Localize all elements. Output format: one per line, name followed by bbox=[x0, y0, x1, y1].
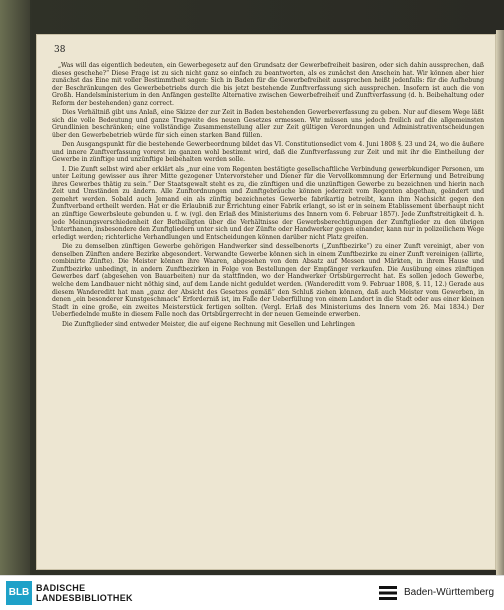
footer-bar bbox=[0, 575, 504, 610]
paragraph: „Was will das eigentlich bedeuten, ein Gewerbegesetz auf den Grundsatz der Gewerbefreiheit basiren, oder sich dahin aussprechen, daß dieses geschehe?“ Diese Frage ist zu sich nicht ganz so einfach zu beantworten, als es zunächst den Anschein hat. Wir können aber hier zunächst das Eine mit voller Bestimmtheit sagen: Sich in Baden für die Gewerbefreiheit aussprechen heißt jedenfalls: für die Aufhebung der Beschränkungen des Gewerbebetriebs durch die bis jetzt bestehende Zunftverfassung sich aussprechen. Insofern ist auch die von Großh. Handelsministerium in den Anfängen gestellte Alternative zwischen Gewerbefreiheit und Zunftverfassung (d. h. Beibehaltung oder Reform der bestehenden) ganz correct. bbox=[52, 62, 484, 107]
paragraph: Die zu demselben zünftigen Gewerbe gehörigen Handwerker sind desselbenorts („Zunftbezirke“) zu einer Zunft vereinigt, aber von denselben Zünften andere Bezirke abgesondert. Verwandte Gewerbe können sich in einem Zunftbezirke zu einer Zunft vereinigen (allirte, combinirte Zünfte). Die Meister können ihre Waaren, abgesehen von dem Absatz auf Messen und Märkten, in ihrem Hause und Zunftbezirke unbedingt, in andern Zunftbezirken in Folge von Bestellungen der Empfänger verkaufen. Die Ausübung eines zünftigen Gewerbes darf (abgesehen von Bauarbeiten) nur da stattfinden, wo der Handwerker Ortsbürgerrecht hat. Es sollen jedoch Gewerbe, welche dem Landbauer nicht nöthig sind, auf dem Lande nicht geduldet werden. (Wandereditt vom 9. Februar 1808, §. 11, 12.) Gerade aus diesem Wandereditt hat man „ganz der Absicht des Gesetzes gemäß“ den Schluß ziehen können, daß auch Meister vom Gewerben, in denen „ein besonderer Kunstgeschmack“ Erforderniß ist, im Falle der Ueberfüllung von einem Landort in die Stadt oder aus einer kleinen Stadt in eine große, ein zweites Meisterstück fertigen sollten. (Vergl. Erlaß des Ministeriums des Innern vom 26. Mai 1834.) Der Ueberfiedelnde mußte in diesem Falle noch das Ortsbürgerrecht in der neuen Gemeinde erwerben. bbox=[52, 243, 484, 319]
paragraph: Die Zunftglieder sind entweder Meister, die auf eigene Rechnung mit Gesellen und Lehrlingen bbox=[62, 320, 355, 328]
state-label[interactable]: Baden-Württemberg bbox=[404, 587, 495, 598]
blb-logo[interactable]: BLB bbox=[6, 581, 32, 605]
page-number: 38 bbox=[54, 45, 66, 55]
baden-wuerttemberg-lions-icon bbox=[378, 583, 398, 603]
library-name-line1: BADISCHE bbox=[36, 583, 86, 593]
paragraph: Den Ausgangspunkt für die bestehende Gewerbeordnung bildet das VI. Constitutionsedict vom 4. Juni 1808 §. 23 und 24, wo die äußere und innere Zunftverfassung vorerst im ganzen wohl bestimmt wird, daß die Zunftverfassung zur Zeit und mit ihr die Eintheilung der Gewerbe in zünftige und unzünftige beibehalten werden solle. bbox=[52, 141, 484, 164]
library-name-line2: LANDESBIBLIOTHEK bbox=[36, 593, 133, 603]
book-spine-edge bbox=[0, 0, 30, 575]
page-edge bbox=[496, 30, 504, 575]
page-text bbox=[52, 62, 484, 330]
paragraph: Dies Verhältniß gibt uns Anlaß, eine Skizze der zur Zeit in Baden bestehenden Gewerbeverfassung zu geben. Nur auf diesem Wege läßt sich die volle Bedeutung und ganze Tragweite des neuen Gesetzes ermessen. Wir müssen uns jedoch freilich auf die allgemeinsten Grundlinien beschränken; eine vollständige Zusammenstellung aller zur Zeit gültigen Verordnungen und Administrativentscheidungen über den Gewerbebetrieb würde für sich einen starken Band füllen. bbox=[52, 109, 484, 139]
paragraph: I. Die Zunft selbst wird aber erklärt als „nur eine vom Regenten bestätigte gesellschaftliche Verbindung gewerbkundiger Personen, um unter Leitung gewisser aus ihrer Mitte gezogener Untervorsteher und Diener für die Vervollkommnung der Erlernung und Betreibung ihres Gewerbes thätig zu sein.“ Der Staatsgewalt steht es zu, die zünftigen und die unzünftigen Gewerbe zu bezeichnen und hierin nach Zeit und Umständen zu ändern. Alle Zunftordnungen und Zunftgebräuche können jederzeit vom Regenten abgethan, geändert und gemehrt werden. Sobald auch Jemand ein als zünftig bezeichnetes Gewerbe fabrikartig betreibt, kann ihm Nachsicht gegen den Zunftverband ertheilt werden. Hat er die Erlaubniß zur Errichtung einer Fabrik erlangt, so ist er in seinem Etablissement überhaupt nicht an zünftige Gewerbsleute gebunden u. f. w. (vgl. den Erlaß des Ministeriums des Innern vom 6. Februar 1857). Jede Zunftstreitigkeit d. h. jede Meinungsverschiedenheit der Betheiligten über die Verhältnisse der Gewerbsberechtigungen der Zunftglieder zu den übrigen Unterthanen, insbesondere den Zunftgliedern unter sich und der Zünfte oder Handwerker gegen einander, kann nur in polizeilichem Wege erledigt werden; richterliche Verhandlungen und Entscheidungen können darüber nicht Platz greifen. bbox=[52, 165, 484, 241]
library-name[interactable] bbox=[36, 583, 133, 603]
